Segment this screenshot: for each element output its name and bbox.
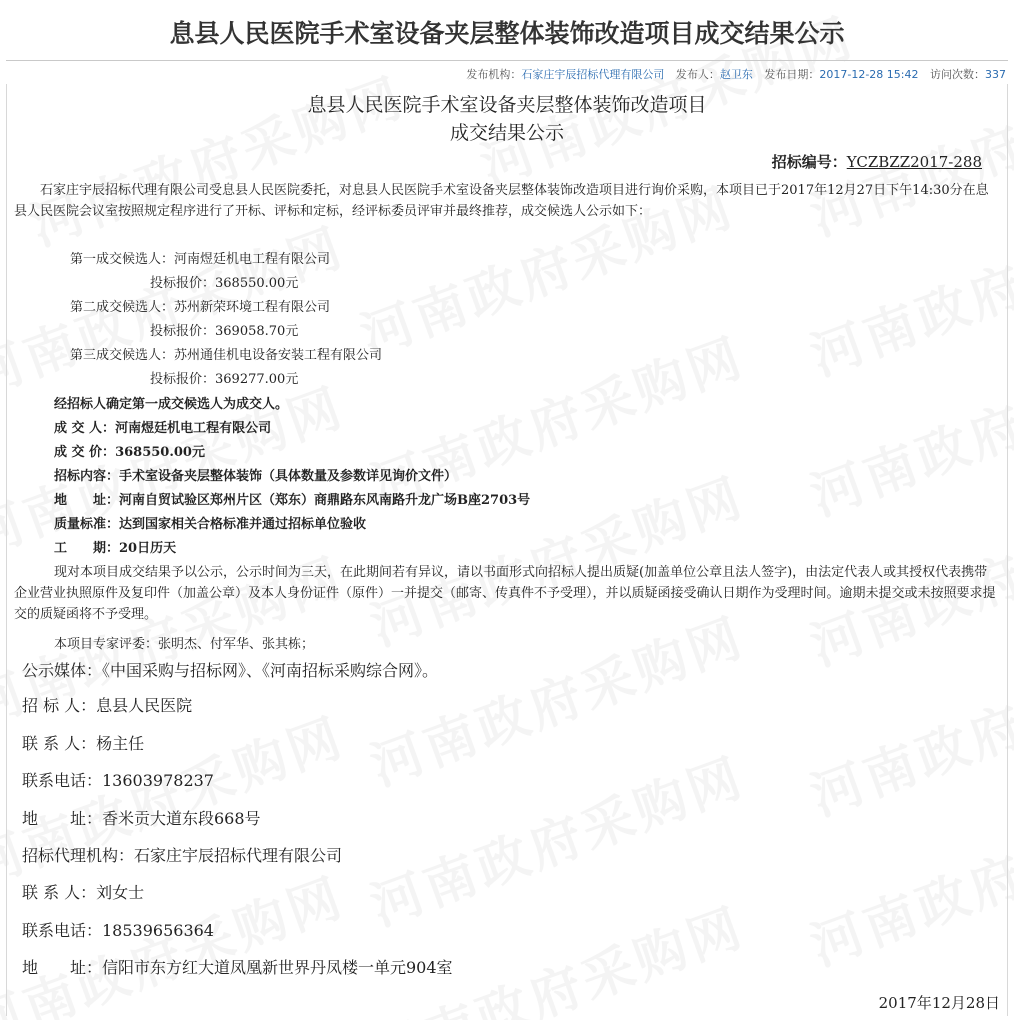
contact-line: 联系电话：13603978237 [22,771,214,790]
quality-value: 达到国家相关合格标准并通过招标单位验收 [119,517,367,532]
winner-line [54,418,271,439]
watermark-text [0,695,353,900]
left-border [6,84,7,1016]
contact-line: 招 标 人：息县人民医院 [22,696,193,715]
title-divider [6,60,1008,61]
candidate-2 [70,297,330,318]
price-label: 投标报价： [150,372,216,387]
bid-number-label: 招标编号： [771,153,847,171]
price-value: 369277.00元 [215,372,299,387]
deal-price-label: 成 交 价： [54,445,116,460]
contact-line: 联 系 人：刘女士 [22,883,145,902]
candidate-3 [70,345,382,366]
price-value: 369058.70元 [215,324,299,339]
content-label: 招标内容： [54,469,120,484]
watermark-text [799,775,1014,980]
watermark-text [359,735,753,940]
watermark-text [359,595,753,800]
price-label: 投标报价： [150,276,216,291]
watermark-text [359,885,753,1020]
visits-value: 337 [985,68,1006,81]
publisher-label: 发布机构： [466,68,522,81]
article-meta [466,66,1006,82]
candidate-label: 第二成交候选人： [70,300,175,315]
confirm-line: 经招标人确定第一成交候选人为成交人。 [54,397,289,412]
watermark-text [799,325,1014,530]
notice-paragraph: 现对本项目成交结果予以公示，公示时间为三天，在此期间若有异议，请以书面形式向招标人提出质疑(加盖单位公章且法人签字)，由法定代表人或其授权代表携带企业营业执照原件及复印件（加盖公章）及本人身份证件（原件）一并提交（邮寄、传真件不予受理），并以质疑函接受确认日期作为受理时间。逾期未提交或未按照要求提交的质疑函将不予受理。 [14,565,996,622]
contact-line: 联 系 人：杨主任 [22,734,145,753]
bid-number [772,151,1000,172]
winner-value: 河南煜廷机电工程有限公司 [115,421,272,436]
contact-line: 地 址：香米贡大道东段668号 [22,809,261,828]
candidate-1 [70,249,330,270]
doc-title-line1: 息县人民医院手术室设备夹层整体装饰改造项目 [307,94,707,116]
quality-line [54,514,366,535]
date-value: 2017-12-28 15:42 [819,68,919,81]
period-value: 20日历天 [119,541,177,556]
page-title: 息县人民医院手术室设备夹层整体装饰改造项目成交结果公示 [169,19,845,48]
content-line [54,466,457,487]
media-line: 公示媒体：《中国采购与招标网》、《河南招标采购综合网》。 [22,661,439,680]
date-label: 发布日期： [764,68,820,81]
watermark-text [799,625,1014,830]
period-label: 工 期： [54,541,120,556]
price-value: 368550.00元 [215,276,299,291]
watermark-text [19,55,413,260]
intro-paragraph: 石家庄宇辰招标代理有限公司受息县人民医院委托，对息县人民医院手术室设备夹层整体装饰改造项目进行询价采购，本项目已于2017年12月27日下午14:30分在息县人民医院会议室按照规定程序进行了开标、评标和定标，经评标委员评审并最终推荐，成交候选人公示如下： [14,183,989,219]
candidate-label: 第一成交候选人： [70,252,175,267]
winner-label: 成 交 人： [54,421,116,436]
address-value: 河南自贸试验区郑州片区（郑东）商鼎路东风南路升龙广场B座2703号 [119,493,531,508]
contact-line: 地 址：信阳市东方红大道凤凰新世界丹凤楼一单元904室 [22,958,453,977]
price-label: 投标报价： [150,324,216,339]
candidate-2-price [150,321,298,342]
contact-line: 招标代理机构：石家庄宇辰招标代理有限公司 [22,846,343,865]
candidate-name: 苏州通佳机电设备安装工程有限公司 [174,348,383,363]
period-line [54,538,176,559]
address-label: 地 址： [54,493,120,508]
footer-date: 2017年12月28日 [878,994,1000,1012]
bid-number-value: YCZBZZ2017-288 [846,153,982,171]
contact-line: 联系电话：18539656364 [22,921,214,940]
author-value: 赵卫东 [719,68,753,81]
deal-price-line [54,442,205,463]
author-label: 发布人： [675,68,720,81]
content-value: 手术室设备夹层整体装饰（具体数量及参数详见询价文件） [119,469,458,484]
address-line [54,490,530,511]
candidate-name: 苏州新荣环境工程有限公司 [174,300,331,315]
right-border [1007,84,1008,1016]
publisher-link[interactable]: 石家庄宇辰招标代理有限公司 [521,68,665,81]
candidate-name: 河南煜廷机电工程有限公司 [174,252,331,267]
candidate-1-price [150,273,298,294]
candidate-3-price [150,369,298,390]
candidate-label: 第三成交候选人： [70,348,175,363]
quality-label: 质量标准： [54,517,120,532]
doc-title-line2: 成交结果公示 [449,122,564,144]
visits-label: 访问次数： [930,68,985,81]
experts-line: 本项目专家评委：张明杰、付军华、张其栋； [54,637,315,652]
deal-price-value: 368550.00元 [115,445,205,460]
